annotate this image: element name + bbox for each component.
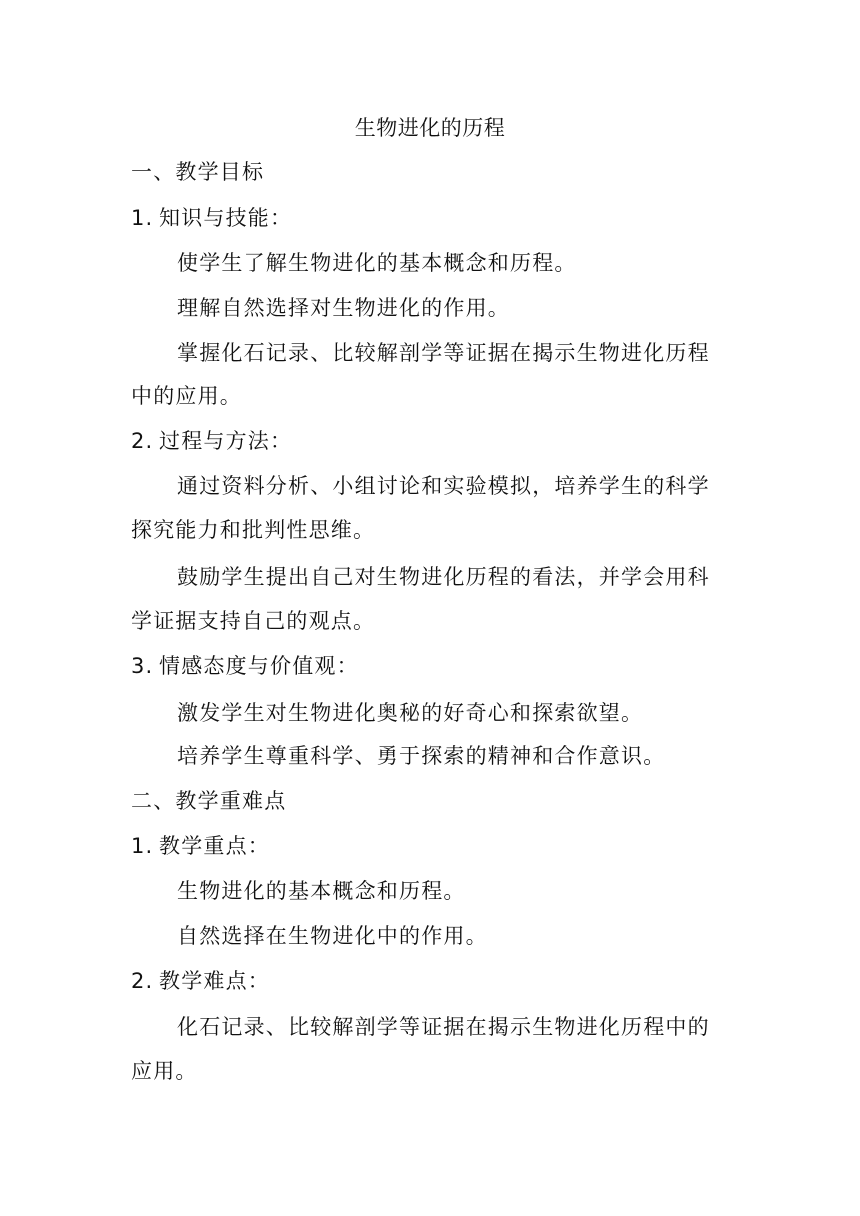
list-number: 2. [131,429,154,453]
subheading-label: 情感态度与价值观： [159,654,359,678]
section-heading-objectives: 一、教学目标 [131,160,265,184]
subheading-process-methods [131,425,292,457]
subheading-attitudes-values [131,650,359,682]
paragraph-line-continuation: 中的应用。 [131,384,242,408]
subheading-key-focus [131,830,270,862]
paragraph-line: 通过资料分析、小组讨论和实验模拟，培养学生的科学 [177,474,710,498]
paragraph-line: 化石记录、比较解剖学等证据在揭示生物进化历程中的 [177,1015,710,1039]
paragraph-line: 鼓励学生提出自己对生物进化历程的看法，并学会用科 [177,565,710,589]
section-heading-key-points: 二、教学重难点 [131,789,287,813]
subheading-label: 过程与方法： [159,429,293,453]
paragraph: 生物进化的基本概念和历程。 [177,879,466,903]
page-title: 生物进化的历程 [354,116,506,140]
subheading-label: 知识与技能： [159,206,293,230]
subheading-difficulty [131,965,270,997]
subheading-label: 教学重点： [159,834,270,858]
paragraph: 培养学生尊重科学、勇于探索的精神和合作意识。 [177,744,666,768]
subheading-label: 教学难点： [159,969,270,993]
list-number: 3. [131,654,154,678]
paragraph-line-continuation: 学证据支持自己的观点。 [131,609,376,633]
paragraph: 激发学生对生物进化奥秘的好奇心和探索欲望。 [177,701,644,725]
paragraph: 理解自然选择对生物进化的作用。 [177,296,510,320]
paragraph-line-continuation: 应用。 [131,1059,198,1083]
paragraph: 自然选择在生物进化中的作用。 [177,924,488,948]
paragraph-line-continuation: 探究能力和批判性思维。 [131,518,376,542]
subheading-knowledge-skills [131,202,292,234]
list-number: 2. [131,969,154,993]
list-number: 1. [131,206,154,230]
list-number: 1. [131,834,154,858]
paragraph-line: 掌握化石记录、比较解剖学等证据在揭示生物进化历程 [177,341,710,365]
paragraph: 使学生了解生物进化的基本概念和历程。 [177,251,577,275]
